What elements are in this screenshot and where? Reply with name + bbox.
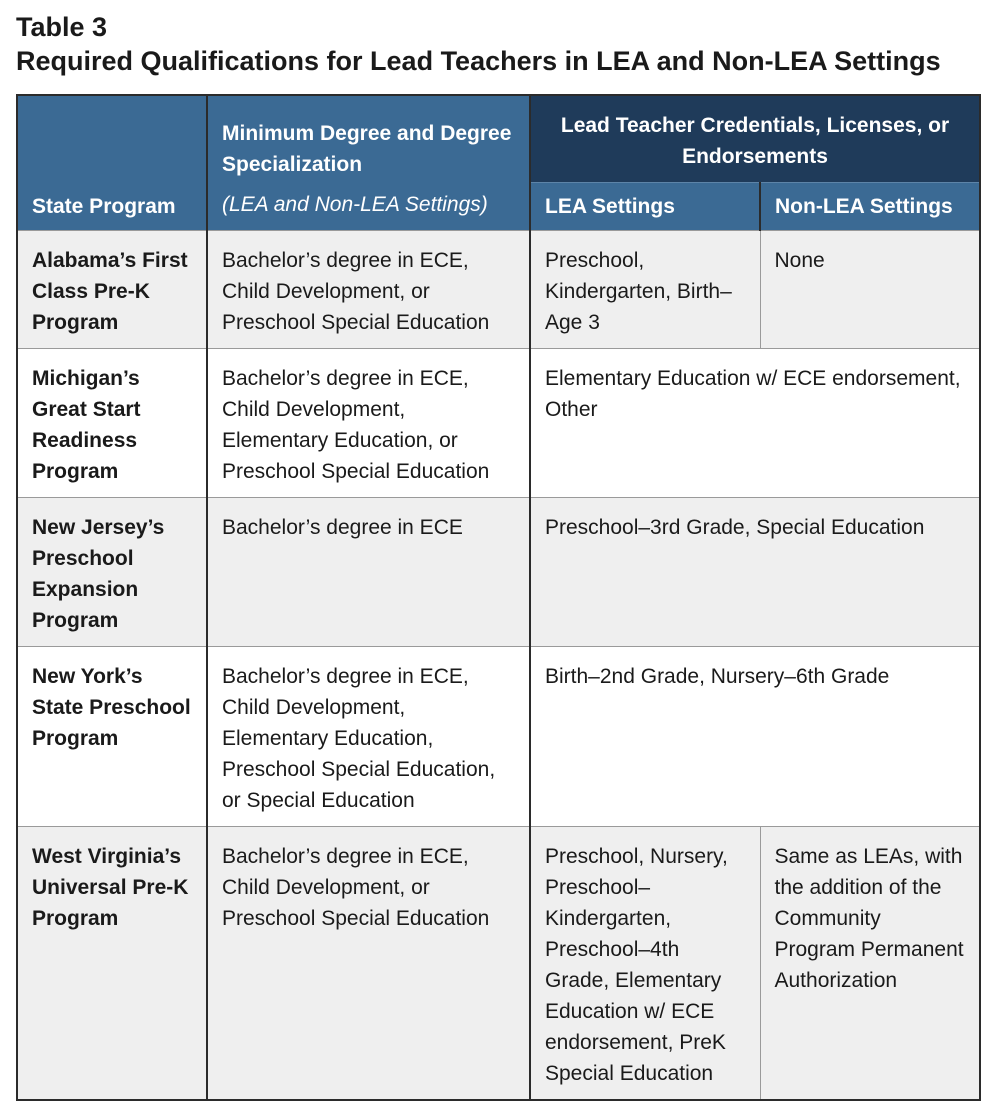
cell-credentials-combined: Elementary Education w/ ECE endorsement, Other <box>530 349 980 498</box>
cell-non-lea: None <box>760 231 980 349</box>
cell-degree: Bachelor’s degree in ECE, Child Development, or Preschool Special Education <box>207 827 530 1101</box>
table-number: Table 3 <box>16 12 108 42</box>
cell-lea: Preschool, Nursery, Preschool–Kindergarten, Preschool–4th Grade, Elementary Education w/ ECE endorsement, PreK Special Education <box>530 827 760 1101</box>
cell-credentials-combined: Birth–2nd Grade, Nursery–6th Grade <box>530 647 980 827</box>
header-credentials: Lead Teacher Credentials, Licenses, or Endorsements <box>530 95 980 183</box>
cell-state: New Jersey’s Preschool Expansion Program <box>17 498 207 647</box>
cell-degree: Bachelor’s degree in ECE <box>207 498 530 647</box>
cell-non-lea: Same as LEAs, with the addition of the Community Program Permanent Authorization <box>760 827 980 1101</box>
header-degree-label: Minimum Degree and Degree Specialization <box>222 122 512 176</box>
table-row <box>17 231 980 349</box>
cell-state: Michigan’s Great Start Readiness Program <box>17 349 207 498</box>
table-row <box>17 349 980 498</box>
qualifications-table <box>16 94 981 1101</box>
header-degree-sub: (LEA and Non-LEA Settings) <box>222 193 488 216</box>
cell-degree: Bachelor’s degree in ECE, Child Development, Elementary Education, or Preschool Special Education <box>207 349 530 498</box>
cell-lea: Preschool, Kindergarten, Birth–Age 3 <box>530 231 760 349</box>
table-row <box>17 498 980 647</box>
cell-state: New York’s State Preschool Program <box>17 647 207 827</box>
cell-degree: Bachelor’s degree in ECE, Child Development, Elementary Education, Preschool Special Education, or Special Education <box>207 647 530 827</box>
header-non-lea-settings: Non-LEA Settings <box>760 183 980 231</box>
table-title: Required Qualifications for Lead Teachers in LEA and Non-LEA Settings <box>16 46 941 76</box>
cell-degree: Bachelor’s degree in ECE, Child Development, or Preschool Special Education <box>207 231 530 349</box>
header-lea-settings: LEA Settings <box>530 183 760 231</box>
cell-state: West Virginia’s Universal Pre-K Program <box>17 827 207 1101</box>
cell-state: Alabama’s First Class Pre-K Program <box>17 231 207 349</box>
table-row <box>17 647 980 827</box>
table-caption <box>16 10 941 78</box>
header-state-program: State Program <box>17 95 207 231</box>
table-row <box>17 827 980 1101</box>
header-degree <box>207 95 530 231</box>
cell-credentials-combined: Preschool–3rd Grade, Special Education <box>530 498 980 647</box>
